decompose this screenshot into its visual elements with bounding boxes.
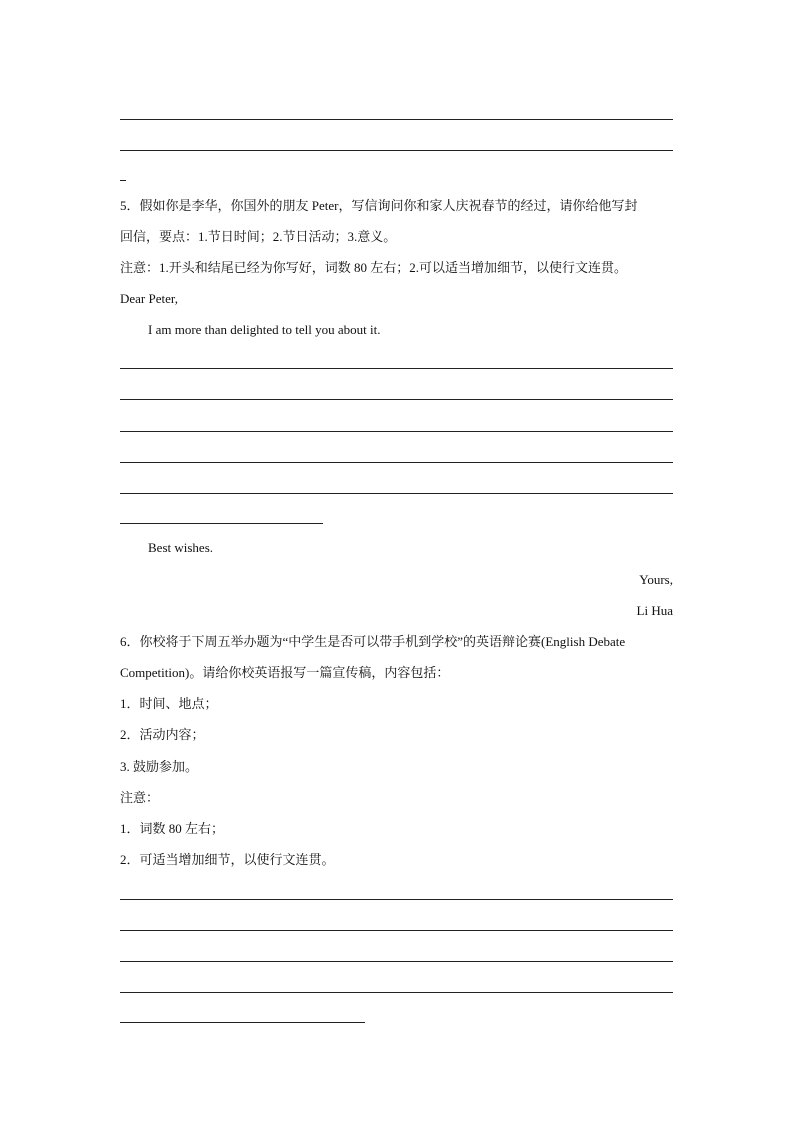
answer-line: [120, 399, 673, 400]
q6-note-label: 注意：: [120, 790, 160, 805]
q5-closing: Best wishes.: [148, 540, 213, 555]
q6-item-2: 2．活动内容；: [120, 727, 205, 742]
answer-line: [120, 930, 673, 931]
answer-line: [120, 961, 673, 962]
q5-prompt-line-2: 回信，要点：1.节日时间；2.节日活动；3.意义。: [120, 229, 397, 244]
q6-note-1: 1．词数 80 左右；: [120, 821, 225, 836]
q5-signature: Li Hua: [636, 603, 673, 618]
answer-line: [120, 431, 673, 432]
answer-line-short: [120, 1022, 365, 1023]
q5-opening-sentence: I am more than delighted to tell you about it.: [148, 322, 381, 337]
answer-line: [120, 368, 673, 369]
q5-greeting: Dear Peter,: [120, 291, 178, 306]
answer-line: [120, 899, 673, 900]
answer-line: [120, 150, 673, 151]
q5-note: 注意：1.开头和结尾已经为你写好，词数 80 左右；2.可以适当增加细节，以使行文连贯。: [120, 260, 628, 275]
q6-note-2: 2．可适当增加细节，以使行文连贯。: [120, 852, 335, 867]
q6-prompt-line-2: Competition)。请给你校英语报写一篇宣传稿，内容包括：: [120, 665, 450, 680]
q6-item-1: 1．时间、地点；: [120, 696, 218, 711]
answer-line: [120, 462, 673, 463]
answer-line-short: [120, 523, 323, 524]
answer-line: [120, 992, 673, 993]
q6-prompt-line-1: 6．你校将于下周五举办题为“中学生是否可以带手机到学校”的英语辩论赛(English Debate: [120, 634, 626, 649]
q5-signoff: Yours,: [639, 572, 673, 587]
answer-line: [120, 493, 673, 494]
q6-item-3: 3. 鼓励参加。: [120, 759, 199, 774]
answer-line-stub: [120, 180, 126, 181]
q5-prompt-line-1: 5．假如你是李华，你国外的朋友 Peter，写信询问你和家人庆祝春节的经过，请你给他写封: [120, 198, 638, 213]
answer-line: [120, 119, 673, 120]
